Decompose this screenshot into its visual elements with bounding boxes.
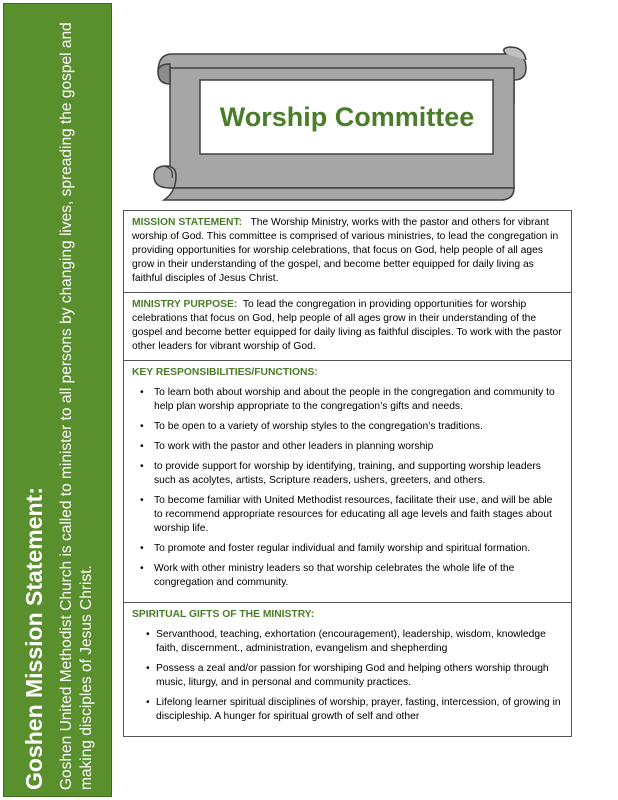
purpose-heading: MINISTRY PURPOSE: <box>132 299 238 310</box>
bullet-icon: • <box>140 461 144 472</box>
list-item: • Possess a zeal and/or passion for worshiping God and helping others worship through music, liturgy, and in personal and community practices. <box>146 663 549 688</box>
list-item: • To be open to a variety of worship styles to the congregation’s traditions. <box>140 421 483 432</box>
bullet-icon: • <box>140 563 144 574</box>
purpose-text: To lead the congregation in providing opportunities for worship celebrations that focus on God, help people of all ages grow in their understanding of the gospel and become better equipped for daily living as faithful disciples. To work with the pastor other leaders for vibrant worship of God. <box>132 299 562 352</box>
bullet-icon: • <box>146 663 150 674</box>
bullet-icon: • <box>146 697 150 708</box>
purpose-section <box>124 293 571 361</box>
bullet-icon: • <box>146 629 150 640</box>
list-item: • Lifelong learner spiritual disciplines of worship, prayer, fasting, intercession, of growing in discipleship. A hunger for spiritual growth of self and other <box>146 697 561 722</box>
gifts-section <box>124 603 571 736</box>
mission-section <box>124 211 571 293</box>
bullet-icon: • <box>140 387 144 398</box>
sidebar-statement: Goshen United Methodist Church is called to minister to all persons by changing lives, spreading the gospel and making disciples of Jesus Christ. <box>57 22 95 790</box>
mission-heading: MISSION STATEMENT: <box>132 217 243 228</box>
bullet-icon: • <box>140 441 144 452</box>
list-item: • Servanthood, teaching, exhortation (encouragement), leadership, wisdom, knowledge faith, discernment., administration, evangelism and shepherding <box>146 629 546 654</box>
banner-title: Worship Committee <box>219 101 475 132</box>
bullet-icon: • <box>140 495 144 506</box>
list-item: • To learn both about worship and about the people in the congregation and community to help plan worship appropriate to the congregation’s gifts and needs. <box>140 387 555 412</box>
sidebar-content <box>19 10 97 790</box>
list-item: • to provide support for worship by identifying, training, and supporting worship leaders such as acolytes, artists, Scripture readers, ushers, greeters, and others. <box>140 461 541 486</box>
responsibilities-section <box>124 361 571 603</box>
mission-text: The Worship Ministry, works with the pastor and others for vibrant worship of God. This committee is comprised of various ministries, to lead the congregation in providing opportunities for worship celebrations, that focus on God, help people of all ages grow in their understanding of the gospel, and become better equipped for daily living as faithful disciples of Jesus Christ. <box>132 217 559 284</box>
gifts-heading: SPIRITUAL GIFTS OF THE MINISTRY: <box>132 609 315 620</box>
list-item: • Work with other ministry leaders so that worship celebrates the whole life of the congregation and community. <box>140 563 515 588</box>
gifts-list <box>132 628 563 724</box>
ministry-details <box>123 210 572 737</box>
bullet-icon: • <box>140 421 144 432</box>
list-item: • To become familiar with United Methodist resources, facilitate their use, and will be able to recommend appropriate resources for educating all age levels and faith stages about worship life. <box>140 495 553 534</box>
responsibilities-heading: KEY RESPONSIBILITIES/FUNCTIONS: <box>132 367 318 378</box>
list-item: • To work with the pastor and other leaders in planning worship <box>140 441 434 452</box>
responsibilities-list <box>132 386 563 590</box>
sidebar-title: Goshen Mission Statement: <box>20 487 47 790</box>
bullet-icon: • <box>140 543 144 554</box>
list-item: • To promote and foster regular individual and family worship and spiritual formation. <box>140 543 531 554</box>
mission-sidebar <box>3 3 112 797</box>
